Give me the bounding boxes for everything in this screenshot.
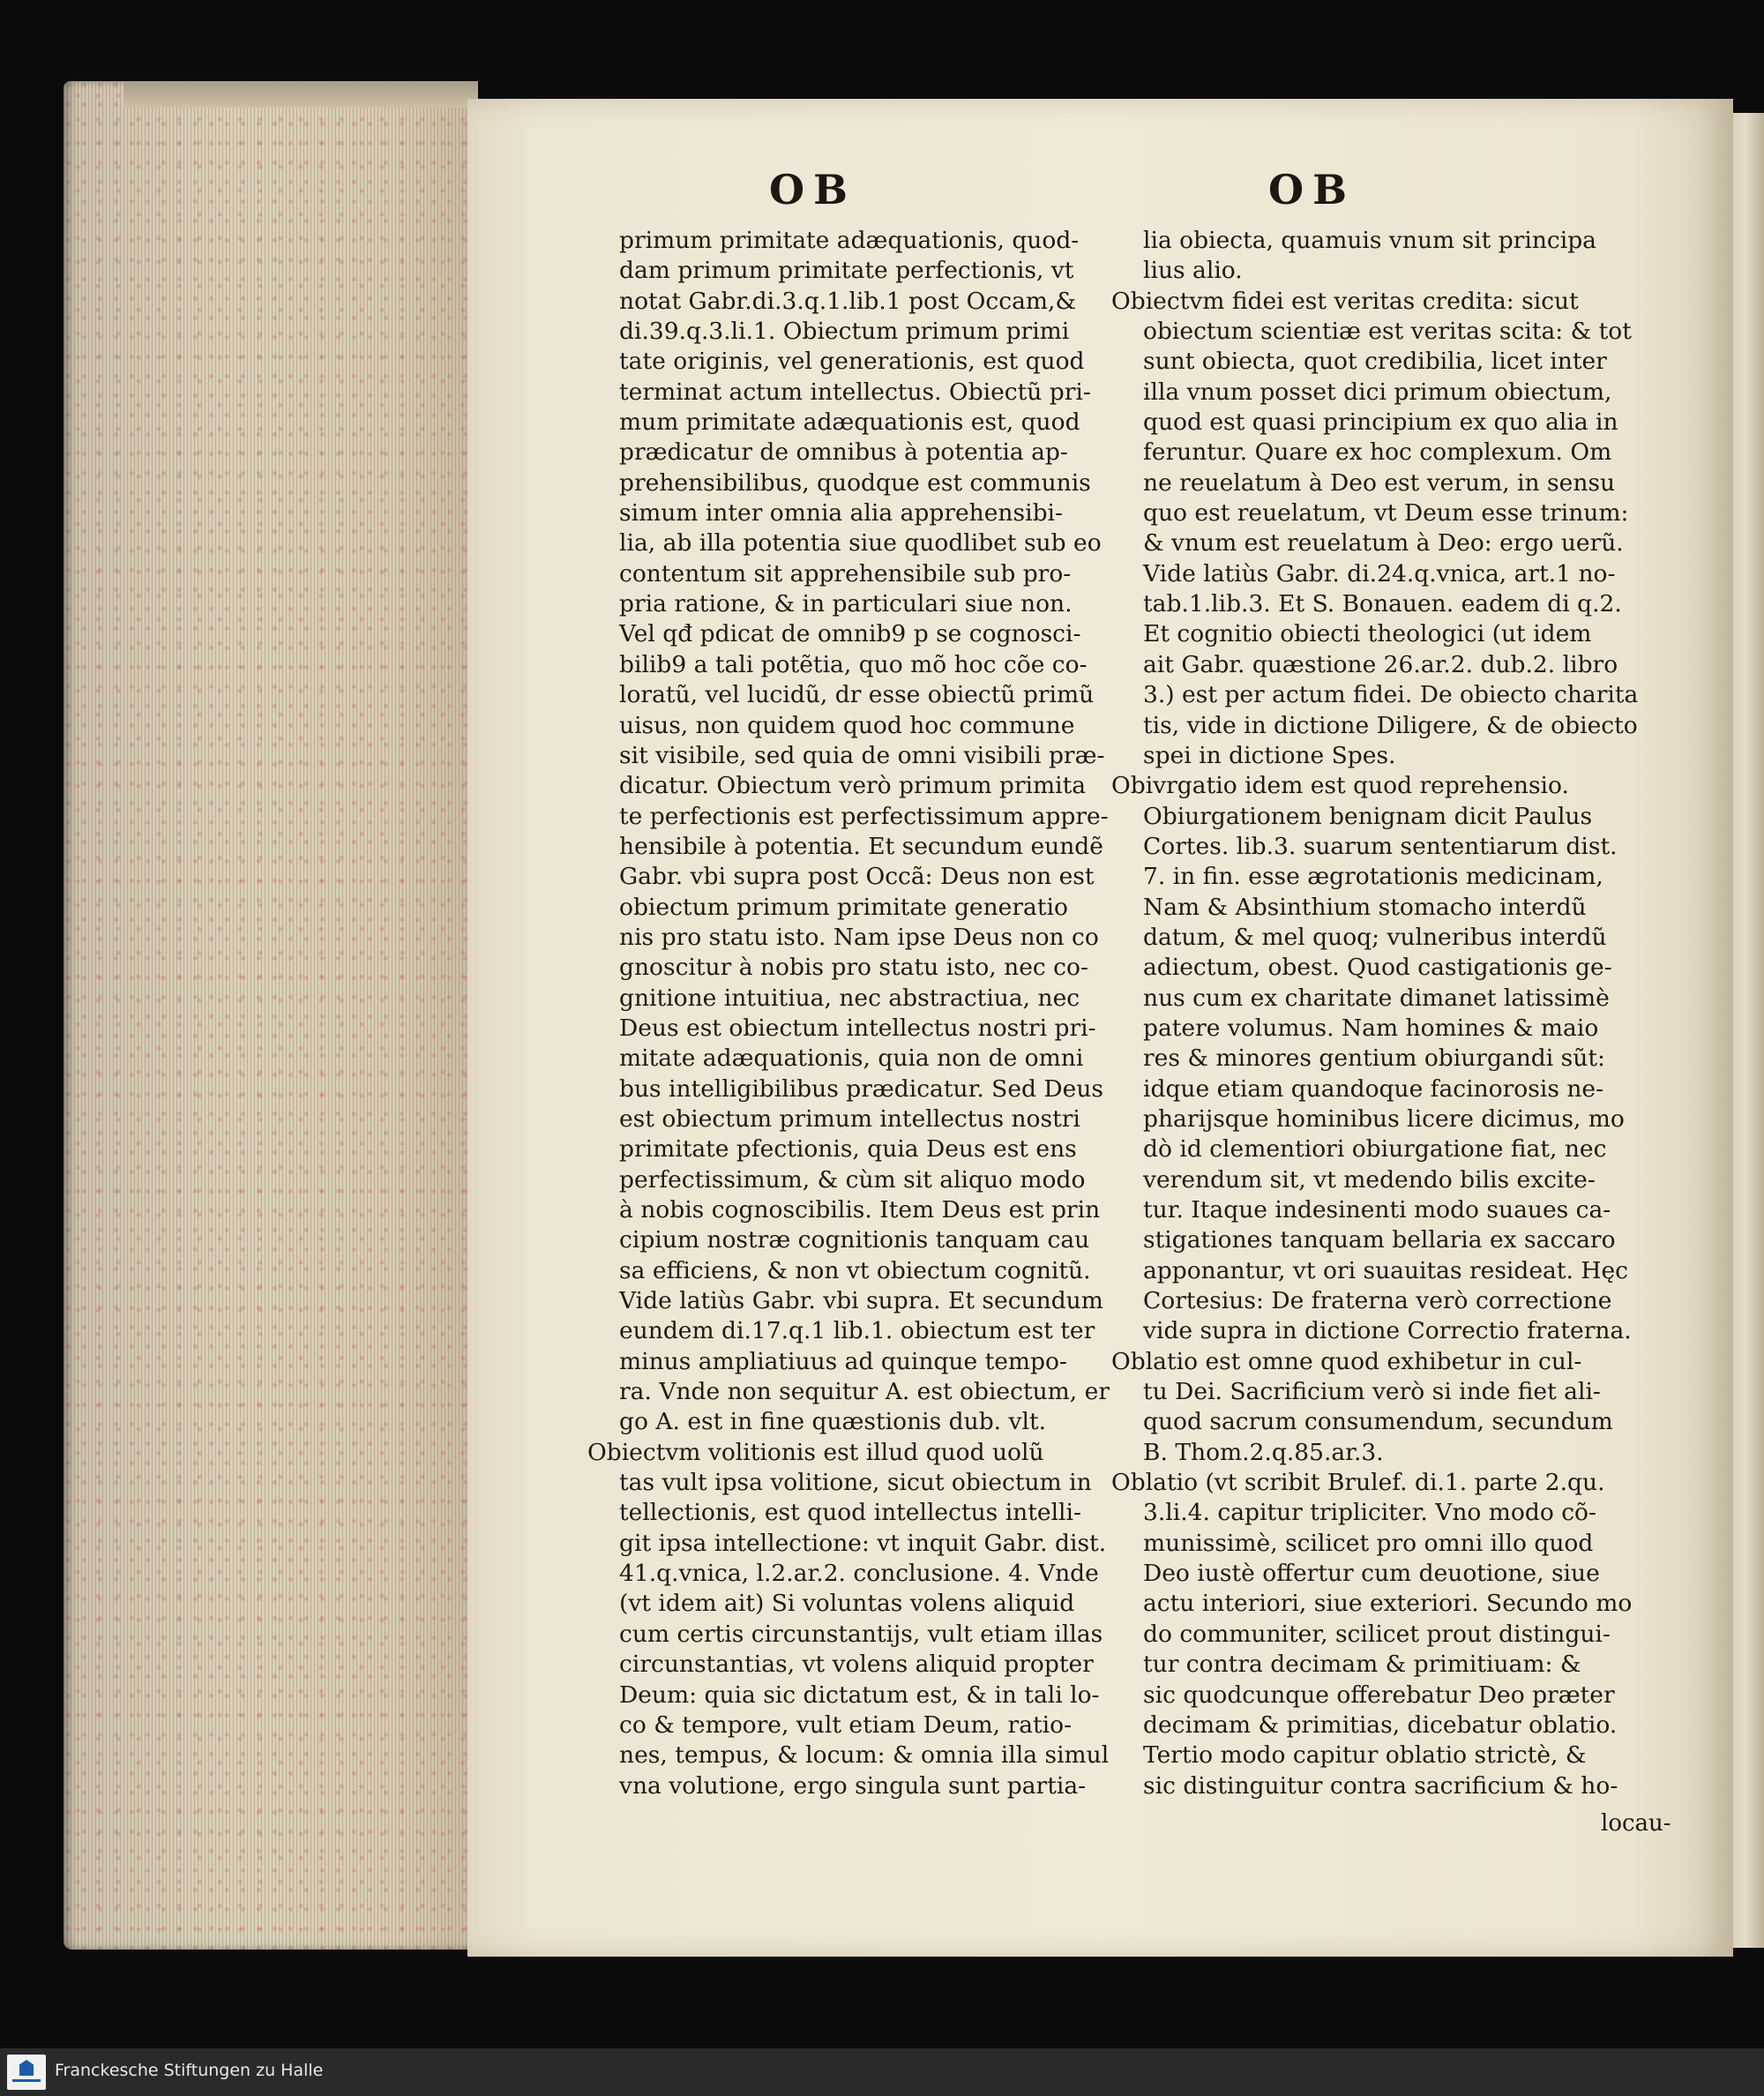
text-line: perfectissimum, & cùm sit aliquo modo (619, 1165, 1086, 1194)
text-line: verendum sit, vt medendo bilis excite- (1143, 1165, 1596, 1194)
text-line: eundem di.17.q.1 lib.1. obiectum est ter (619, 1317, 1095, 1345)
text-line: illa vnum posset dici primum obiectum, (1143, 378, 1612, 406)
text-line: ra. Vnde non sequitur A. est obiectum, er (619, 1378, 1110, 1406)
text-line: tellectionis, est quod intellectus intelli- (619, 1499, 1081, 1527)
text-line: pharijsque hominibus licere dicimus, mo (1143, 1104, 1625, 1133)
text-line: Deus est obiectum intellectus nostri pri- (619, 1014, 1096, 1042)
text-line: lius alio. (1143, 257, 1243, 285)
text-line: datum, & mel quoq; vulneribus interdũ (1143, 923, 1607, 951)
text-line: bus intelligibilibus prædicatur. Sed Deus (619, 1074, 1103, 1103)
text-line: nes, tempus, & locum: & omnia illa simul (619, 1741, 1110, 1770)
running-header (0, 166, 1764, 228)
text-line: cipium nostræ cognitionis tanquam cau (619, 1226, 1090, 1254)
text-line: gnoscitur à nobis pro statu isto, nec co- (619, 954, 1088, 982)
text-line: uisus, non quidem quod hoc commune (619, 711, 1075, 739)
text-line: tur contra decimam & primitiuam: & (1143, 1651, 1581, 1679)
text-line: primum primitate adæquationis, quod- (619, 227, 1080, 254)
text-line: go A. est in fine quæstionis dub. vlt. (619, 1408, 1047, 1436)
text-line: Obiurgationem benignam dicit Paulus (1143, 802, 1593, 830)
text-line: mitate adæquationis, quia non de omni (619, 1044, 1084, 1073)
text-line: vide supra in dictione Correctio fraterna. (1143, 1317, 1632, 1345)
text-line: Vide latiùs Gabr. di.24.q.vnica, art.1 no- (1143, 559, 1616, 588)
text-line: cum certis circunstantijs, vult etiam illas (619, 1620, 1103, 1648)
text-line: patere volumus. Nam homines & maio (1143, 1014, 1599, 1042)
text-line: sic quodcunque offerebatur Deo præter (1143, 1681, 1615, 1709)
footer-bar (0, 2048, 1764, 2096)
text-line: Oblatio est omne quod exhibetur in cul- (1111, 1347, 1582, 1375)
text-line: co & tempore, vult etiam Deum, ratio- (619, 1710, 1073, 1739)
text-line: obiectum scientiæ est veritas scita: & tot (1143, 318, 1632, 346)
catchword: locau- (1601, 1810, 1671, 1837)
text-line: ait Gabr. quæstione 26.ar.2. dub.2. libro (1143, 650, 1618, 678)
text-line: Deum: quia sic dictatum est, & in tali lo- (619, 1681, 1100, 1709)
text-line: Et cognitio obiecti theologici (ut idem (1143, 620, 1592, 648)
text-line: Deo iustè offertur cum deuotione, siue (1143, 1560, 1600, 1588)
text-line: git ipsa intellectione: vt inquit Gabr. dist. (619, 1529, 1107, 1557)
text-line: tate originis, vel generationis, est quod (619, 348, 1085, 376)
text-line: Obiectvm fidei est veritas credita: sicut (1111, 287, 1579, 315)
book-top-edge (123, 81, 478, 108)
text-line: actu interiori, siue exteriori. Secundo mo (1143, 1590, 1633, 1618)
text-line: decimam & primitias, dicebatur oblatio. (1143, 1710, 1618, 1739)
text-line: munissimè, scilicet pro omni illo quod (1143, 1529, 1594, 1557)
text-line: nus cum ex charitate dimanet latissimè (1143, 984, 1610, 1012)
text-line: primitate pfectionis, quia Deus est ens (619, 1135, 1077, 1164)
text-line: est obiectum primum intellectus nostri (619, 1104, 1080, 1133)
text-line: feruntur. Quare ex hoc complexum. Om (1143, 438, 1612, 467)
text-line: lia, ab illa potentia siue quodlibet sub eo (619, 529, 1102, 558)
text-line: 41.q.vnica, l.2.ar.2. conclusione. 4. Vnde (619, 1560, 1099, 1588)
text-line: Obiectvm volitionis est illud quod uolũ (587, 1438, 1044, 1466)
text-line: spei in dictione Spes. (1143, 741, 1396, 769)
header-left: OB (769, 166, 856, 213)
text-line: stigationes tanquam bellaria ex saccaro (1143, 1226, 1616, 1254)
text-line: tu Dei. Sacrificium verò si inde fiet ali- (1143, 1378, 1601, 1406)
text-line: B. Thom.2.q.85.ar.3. (1143, 1438, 1384, 1466)
text-line: quo est reuelatum, vt Deum esse trinum: (1143, 499, 1629, 528)
header-right: OB (1268, 166, 1356, 213)
text-line: à nobis cognoscibilis. Item Deus est prin (619, 1196, 1101, 1224)
text-line: do communiter, scilicet prout distingui- (1143, 1620, 1611, 1648)
text-line: mum primitate adæquationis est, quod (619, 408, 1080, 437)
text-line: notat Gabr.di.3.q.1.lib.1 post Occam,& (619, 287, 1077, 315)
text-line: sunt obiecta, quot credibilia, licet inter (1143, 348, 1607, 376)
text-line: prehensibilibus, quodque est communis (619, 468, 1091, 497)
text-line: sic distinguitur contra sacrificium & ho- (1143, 1771, 1618, 1800)
text-line: Vel qđ pdicat de omnib9 p se cognosci- (619, 620, 1081, 648)
text-line: gnitione intuitiua, nec abstractiua, nec (619, 984, 1080, 1012)
text-line: circunstantias, vt volens aliquid propter (619, 1651, 1094, 1679)
text-line: 7. in fin. esse ægrotationis medicinam, (1143, 863, 1603, 891)
text-line: tis, vide in dictione Diligere, & de obiecto (1143, 711, 1638, 739)
text-line: dicatur. Obiectum verò primum primita (619, 772, 1087, 800)
text-line: res & minores gentium obiurgandi sũt: (1143, 1044, 1605, 1073)
text-line: Nam & Absinthium stomacho interdũ (1143, 893, 1587, 921)
text-line: Cortesius: De fraterna verò correctione (1143, 1287, 1612, 1315)
text-line: tas vult ipsa volitione, sicut obiectum in (619, 1469, 1092, 1497)
text-line: prædicatur de omnibus à potentia ap- (619, 438, 1068, 467)
text-line: vna volutione, ergo singula sunt partia- (619, 1771, 1087, 1800)
right-text-column (1111, 226, 1649, 1801)
text-line: Gabr. vbi supra post Occã: Deus non est (619, 863, 1095, 891)
text-line: loratũ, vel lucidũ, dr esse obiectũ primũ (619, 681, 1095, 709)
text-line: ne reuelatum à Deo est verum, in sensu (1143, 468, 1616, 497)
text-line: sit visibile, sed quia de omni visibili præ- (619, 741, 1105, 769)
text-line: hensibile à potentia. Et secundum eundẽ (619, 832, 1103, 860)
text-line: simum inter omnia alia apprehensibi- (619, 499, 1063, 528)
text-line: pria ratione, & in particulari siue non. (619, 590, 1073, 618)
text-line: Tertio modo capitur oblatio strictè, & (1143, 1741, 1587, 1770)
text-line: tab.1.lib.3. Et S. Bonauen. eadem di q.2. (1143, 590, 1622, 618)
text-line: Obivrgatio idem est quod reprehensio. (1111, 772, 1569, 800)
text-line: dò id clementiori obiurgatione fiat, nec (1143, 1135, 1607, 1164)
text-line: bilib9 a tali potẽtia, quo mõ hoc cõe co- (619, 650, 1088, 678)
text-line: 3.) est per actum fidei. De obiecto charita (1143, 681, 1639, 709)
text-line: quod est quasi principium ex quo alia in (1143, 408, 1618, 437)
text-line: lia obiecta, quamuis vnum sit principa (1143, 227, 1596, 254)
text-line: minus ampliatiuus ad quinque tempo- (619, 1347, 1067, 1375)
text-line: di.39.q.3.li.1. Obiectum primum primi (619, 318, 1070, 346)
text-line: contentum sit apprehensibile sub pro- (619, 559, 1072, 588)
text-line: adiectum, obest. Quod castigationis ge- (1143, 954, 1612, 982)
text-line: te perfectionis est perfectissimum appre- (619, 802, 1109, 830)
institution-logo-icon (7, 2055, 46, 2090)
text-line: 3.li.4. capitur tripliciter. Vno modo cõ- (1143, 1499, 1596, 1527)
text-line: Cortes. lib.3. suarum sententiarum dist. (1143, 832, 1618, 860)
footer-institution-name: Franckesche Stiftungen zu Halle (55, 2061, 324, 2080)
text-line: idque etiam quandoque facinorosis ne- (1143, 1074, 1604, 1103)
text-line: Oblatio (vt scribit Brulef. di.1. parte 2.qu. (1111, 1469, 1605, 1497)
text-line: tur. Itaque indesinenti modo suaues ca- (1143, 1196, 1611, 1224)
text-line: quod sacrum consumendum, secundum (1143, 1408, 1613, 1436)
text-line: nis pro statu isto. Nam ipse Deus non co (619, 923, 1099, 951)
text-line: sa efficiens, & non vt obiectum cognitũ. (619, 1256, 1091, 1284)
text-line: obiectum primum primitate generatio (619, 893, 1068, 921)
book-page-edges (64, 81, 478, 1950)
text-line: Vide latiùs Gabr. vbi supra. Et secundum (619, 1287, 1103, 1315)
text-line: terminat actum intellectus. Obiectũ pri- (619, 378, 1091, 406)
text-line: dam primum primitate perfectionis, vt (619, 257, 1074, 285)
text-line: & vnum est reuelatum à Deo: ergo uerũ. (1143, 529, 1624, 558)
left-text-column (587, 226, 1143, 1801)
text-line: apponantur, vt ori suauitas resideat. Hęc (1143, 1256, 1628, 1284)
text-line: (vt idem ait) Si voluntas volens aliquid (619, 1590, 1075, 1618)
